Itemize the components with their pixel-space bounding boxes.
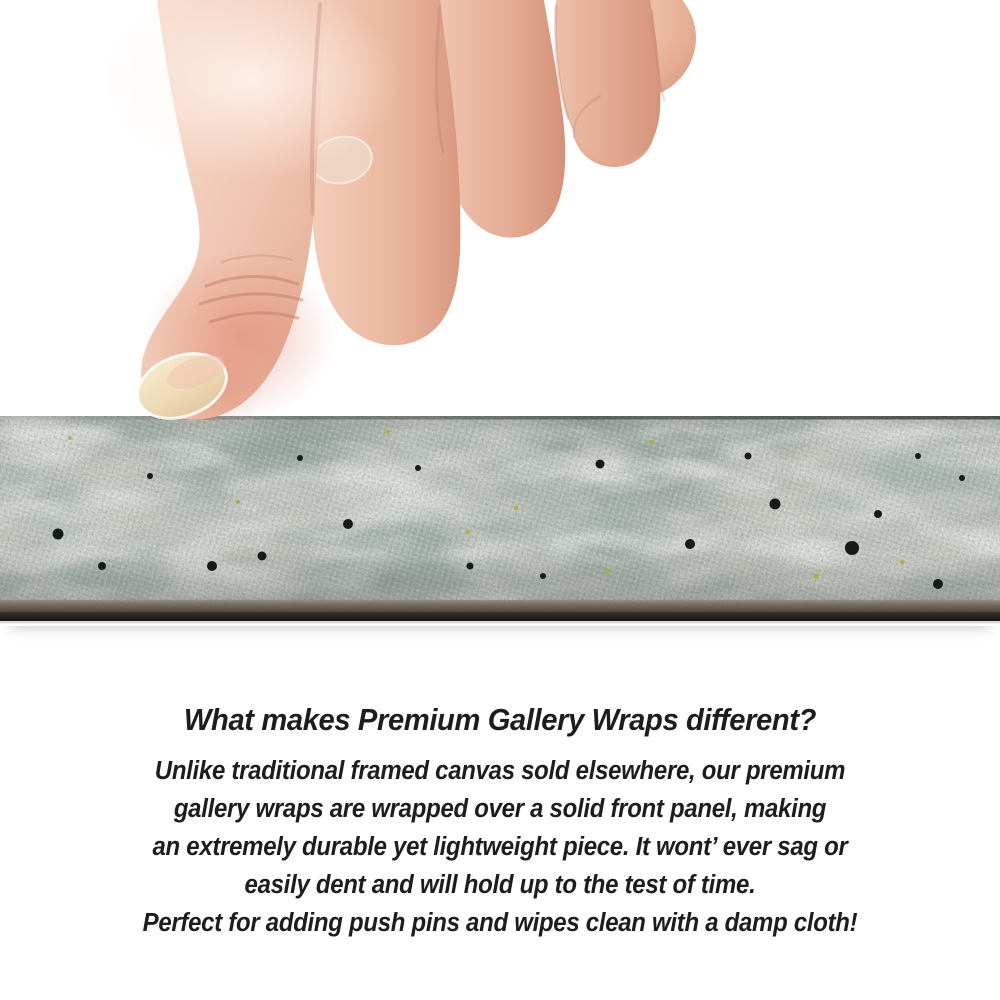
body-line: Unlike traditional framed canvas sold elsewhere, our premium bbox=[154, 757, 846, 785]
body-line: easily dent and will hold up to the test of time. bbox=[244, 871, 756, 899]
panel-edge-highlight bbox=[0, 621, 1000, 624]
headline: What makes Premium Gallery Wraps different? bbox=[183, 702, 817, 737]
body-line: gallery wraps are wrapped over a solid front panel, making bbox=[173, 795, 827, 823]
ring-finger bbox=[556, 0, 661, 162]
canvas-strip bbox=[0, 416, 1000, 626]
marketing-copy bbox=[30, 700, 970, 942]
body-text bbox=[30, 752, 970, 942]
panel-edge-shadow bbox=[0, 612, 1000, 621]
body-line: an extremely durable yet lightweight piece. It wont’ ever sag or bbox=[152, 833, 848, 861]
body-line: Perfect for adding push pins and wipes clean with a damp cloth! bbox=[142, 909, 858, 937]
hand-photo bbox=[0, 0, 1000, 430]
canvas-texture bbox=[0, 416, 1000, 626]
